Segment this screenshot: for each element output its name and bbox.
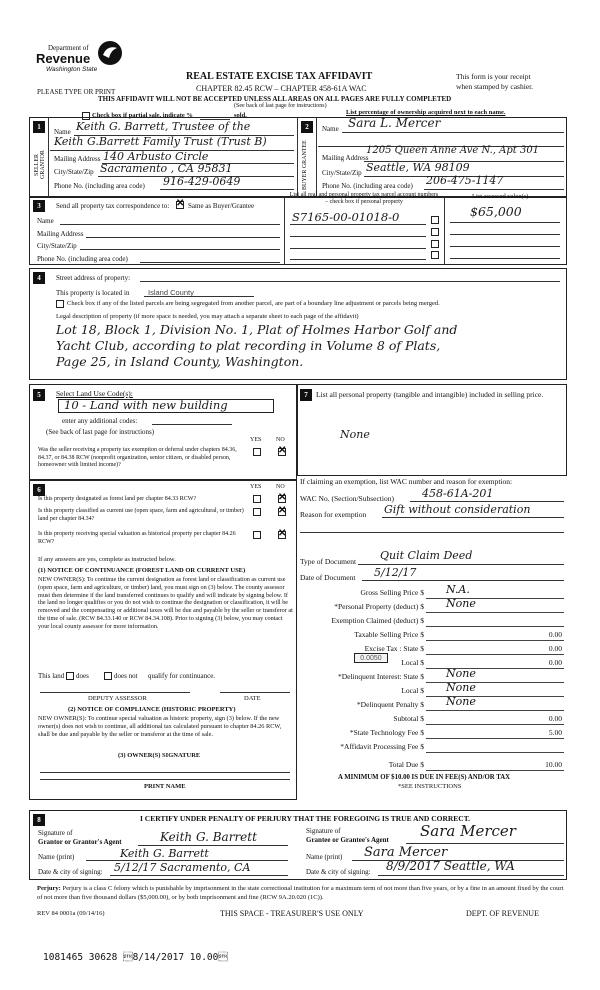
section-1-badge: 1: [33, 121, 45, 133]
forest-yes-checkbox[interactable]: [253, 495, 261, 503]
s5-no-checkbox[interactable]: [278, 448, 286, 456]
fee-label: *Personal Property (deduct) $: [334, 602, 424, 611]
exemption-question: Was the seller receiving a property tax exemption or deferral under chapters 84.36, 84.37, or 84.38 RCW (nonprofit organization, senior citizen, or disabled person, homeowner with limited income)?: [38, 447, 237, 468]
fee-line[interactable]: [426, 612, 564, 613]
legal-desc-line3[interactable]: Page 25, in Island County, Washington.: [56, 354, 304, 369]
reason-value[interactable]: Gift without consideration: [384, 503, 531, 516]
located-in-line: [144, 296, 254, 297]
seller-phone-line: [160, 189, 294, 190]
historic-question: Is this property receiving special valuation as historical property per chapter 84.26 RCW?: [38, 531, 236, 545]
fee-value[interactable]: 0.00: [548, 658, 562, 667]
form-chapter: CHAPTER 82.45 RCW – CHAPTER 458-61A WAC: [196, 84, 367, 93]
land-use-value[interactable]: 10 - Land with new building: [64, 398, 228, 412]
grantor-date-line: [110, 875, 288, 876]
buyer-side-divider: [316, 117, 317, 197]
grantor-sig-line: [138, 845, 288, 846]
sold-label: sold.: [234, 112, 247, 119]
fee-handwritten[interactable]: None: [446, 695, 476, 708]
fee-line[interactable]: [426, 654, 564, 655]
fee-line[interactable]: [426, 770, 564, 771]
grantee-agent-label: Grantee or Grantee's Agent: [306, 836, 389, 844]
corr-phone-line[interactable]: [140, 262, 280, 263]
corr-city-line[interactable]: [80, 249, 280, 250]
certify-statement: I CERTIFY UNDER PENALTY OF PERJURY THAT THE FOREGOING IS TRUE AND CORRECT.: [140, 814, 471, 823]
s5-yes-header: YES: [250, 437, 262, 443]
logo-state: Washington State: [46, 66, 98, 73]
additional-codes-line[interactable]: [152, 424, 232, 425]
fee-line[interactable]: [426, 752, 564, 753]
buyer-phone-line: [424, 189, 564, 190]
fee-line[interactable]: [426, 724, 564, 725]
section-6-badge: 6: [33, 484, 45, 496]
perjury-bold: Perjury:: [37, 885, 61, 892]
perjury-statement: [37, 884, 567, 902]
logo-dept-line: Department of: [48, 44, 89, 52]
grantee-name-label: Name (print): [306, 853, 343, 861]
section-4-badge: 4: [33, 272, 45, 284]
assessed-header: List assessed value(s): [472, 193, 529, 200]
reason-label: Reason for exemption: [300, 510, 367, 519]
fee-label: *Affidavit Processing Fee $: [340, 742, 424, 751]
fee-row: [296, 728, 564, 740]
owner-signature-label: (3) OWNER(S) SIGNATURE: [118, 752, 201, 759]
buyer-name-line: [342, 132, 564, 133]
grantor-name[interactable]: Keith G. Barrett: [120, 847, 209, 860]
fee-row: [296, 597, 564, 614]
land-use-label: Select Land Use Code(s):: [56, 389, 133, 398]
notice-continuance-title: (1) NOTICE OF CONTINUANCE (FOREST LAND OR CURRENT USE): [38, 567, 246, 574]
parcel-line-3[interactable]: [290, 248, 426, 249]
not-accepted-note: THIS AFFIDAVIT WILL NOT BE ACCEPTED UNLESS ALL AREAS ON ALL PAGES ARE FULLY COMPLETED: [98, 95, 452, 103]
grantee-date-city-label: Date & city of signing:: [306, 868, 371, 876]
buyer-name[interactable]: Sara L. Mercer: [348, 116, 441, 130]
fee-handwritten[interactable]: None: [446, 681, 476, 694]
fee-line[interactable]: [426, 738, 564, 739]
fee-label: Total Due $: [388, 760, 424, 769]
treasurer-use: THIS SPACE - TREASURER'S USE ONLY: [220, 909, 364, 918]
fee-row: [296, 644, 564, 656]
seller-buyer-divider: [297, 117, 298, 197]
current-use-question: Is this property classified as current use (open space, farm and agricultural, or timber) land per chapter 84.34?: [38, 508, 244, 522]
fee-label: *Delinquent Penalty $: [356, 700, 424, 709]
fee-label: *Delinquent Interest: State $: [337, 672, 424, 681]
does-label: does: [76, 672, 89, 680]
land-use-see-back: (See back of last page for instructions): [46, 428, 155, 436]
fee-label: Subtotal $: [393, 714, 424, 723]
section-3-divider-2: [444, 197, 445, 265]
doc-type-label: Type of Document: [300, 557, 357, 566]
notice-compliance-title: (2) NOTICE OF COMPLIANCE (HISTORIC PROPERTY): [68, 706, 236, 713]
fee-handwritten[interactable]: None: [446, 597, 476, 610]
corr-city-label: City/State/Zip: [37, 242, 77, 250]
fee-value[interactable]: 0.00: [548, 644, 562, 653]
corr-name-label: Name: [37, 217, 54, 225]
dept-revenue: DEPT. OF REVENUE: [466, 909, 539, 918]
deputy-assessor-line[interactable]: [40, 692, 190, 693]
does-not-checkbox[interactable]: [104, 672, 112, 680]
fee-handwritten[interactable]: N.A.: [446, 583, 470, 596]
local-rate-box[interactable]: 0.0050: [354, 653, 388, 663]
seller-name-line1[interactable]: Keith G. Barrett, Trustee of the: [76, 120, 251, 133]
corr-mailing-label: Mailing Address: [37, 230, 84, 238]
grantor-agent-label: Grantor or Grantor's Agent: [38, 838, 122, 846]
fee-row: [296, 714, 564, 726]
fee-line[interactable]: [426, 640, 564, 641]
parcel-line-2[interactable]: [290, 236, 426, 237]
grantor-date-city-label: Date & city of signing:: [38, 868, 103, 876]
does-not-label: does not: [114, 672, 138, 680]
corr-name-line[interactable]: [60, 224, 280, 225]
owner-signature-line[interactable]: [40, 772, 290, 773]
seller-side-divider: [48, 117, 49, 197]
street-address-label: Street address of property:: [56, 274, 131, 282]
buyer-phone[interactable]: 206-475-1147: [426, 174, 504, 187]
fee-row: [296, 667, 564, 684]
current-use-no-checkbox[interactable]: [278, 508, 286, 516]
seller-phone[interactable]: 916-429-0649: [163, 175, 241, 188]
assessed-line-3[interactable]: [450, 246, 560, 247]
buyer-name-label: Name: [322, 125, 339, 133]
fee-value[interactable]: 5.00: [548, 728, 562, 737]
buyer-city-label: City/State/Zip: [322, 169, 362, 177]
buyer-phone-label: Phone No. (including area code): [322, 182, 413, 190]
seller-side-label: SELLER GRANTOR: [34, 150, 46, 180]
same-as-buyer-label: Same as Buyer/Grantee: [188, 202, 255, 210]
grantor-date-city[interactable]: 5/12/17 Sacramento, CA: [114, 861, 251, 874]
seller-city[interactable]: Sacramento , CA 95831: [100, 162, 233, 175]
grantee-name[interactable]: Sara Mercer: [364, 845, 448, 860]
receipt-note-1: This form is your receipt: [456, 72, 531, 81]
seller-name-label: Name: [54, 128, 71, 136]
grantor-signature[interactable]: Keith G. Barrett: [160, 830, 257, 844]
form-number: REV 84 0001a (09/14/16): [37, 910, 105, 917]
seller-phone-label: Phone No. (including area code): [54, 182, 145, 190]
section-7-badge: 7: [300, 389, 312, 401]
parcel-personal-checkbox-4[interactable]: [431, 251, 439, 259]
fee-label: *State Technology Fee $: [349, 728, 424, 737]
minimum-due-note: A MINIMUM OF $10.00 IS DUE IN FEE(S) AND/OR TAX: [338, 774, 511, 781]
fee-value[interactable]: 10.00: [545, 760, 562, 769]
section-5-badge: 5: [33, 389, 45, 401]
assessed-line-4[interactable]: [450, 258, 560, 259]
wac-value[interactable]: 458-61A-201: [422, 487, 494, 500]
print-name-label: PRINT NAME: [144, 783, 186, 790]
qualify-label: qualify for continuance.: [148, 672, 216, 680]
deputy-date-line[interactable]: [220, 692, 290, 693]
deputy-assessor-label: DEPUTY ASSESSOR: [88, 695, 147, 702]
fee-label: Local $: [401, 686, 424, 695]
fee-row: [296, 760, 564, 772]
current-use-yes-checkbox[interactable]: [253, 508, 261, 516]
corr-phone-label: Phone No. (including area code): [37, 255, 128, 263]
grantee-sig-line: [406, 843, 564, 844]
grantee-date-city[interactable]: 8/9/2017 Seattle, WA: [386, 859, 515, 873]
doc-date-line: [362, 580, 564, 581]
doc-type-value[interactable]: Quit Claim Deed: [380, 549, 473, 562]
grantor-sig-label: Signature of: [38, 829, 73, 837]
send-correspondence-label: Send all property tax correspondence to:: [56, 202, 170, 210]
parcel-header: List all real and personal property tax parcel account numbers – check box if personal property: [289, 192, 439, 205]
historic-yes-checkbox[interactable]: [253, 531, 261, 539]
buyer-side-label: BUYER GRANTEE: [302, 140, 308, 190]
additional-codes-label: enter any additional codes:: [62, 417, 138, 425]
parcel-line-4[interactable]: [290, 259, 426, 260]
fee-label: Gross Selling Price $: [360, 588, 424, 597]
revenue-logo-icon: [97, 40, 123, 66]
forest-no-checkbox[interactable]: [278, 495, 286, 503]
legal-desc-line2[interactable]: Yacht Club, according to plat recording in Volume 8 of Plats,: [56, 338, 441, 353]
fee-line[interactable]: [426, 710, 564, 711]
parcel-number[interactable]: S7165-00-01018-0: [292, 210, 400, 224]
cashier-stamp: 1081465 30628 8/14/2017 10.00: [43, 952, 228, 963]
see-instructions-note: *SEE INSTRUCTIONS: [398, 783, 462, 790]
segregated-checkbox[interactable]: [56, 300, 64, 308]
this-land-label: This land: [38, 672, 65, 680]
seller-city-label: City/State/Zip: [54, 168, 94, 176]
fee-label: Taxable Selling Price $: [354, 630, 424, 639]
grantor-name-label: Name (print): [38, 853, 75, 861]
s6-yes-header: YES: [250, 484, 262, 490]
seller-mailing[interactable]: 140 Arbusto Circle: [103, 150, 209, 163]
fee-label: Excise Tax : State $: [364, 644, 424, 653]
wac-line: [410, 501, 564, 502]
assessed-line-2[interactable]: [450, 234, 560, 235]
buyer-mailing[interactable]: 1205 Queen Anne Ave N., Apt 301: [366, 145, 540, 156]
parcel-personal-checkbox-3[interactable]: [431, 240, 439, 248]
partial-sale-label: Check box if partial sale, indicate %: [92, 112, 193, 119]
legal-desc-line1[interactable]: Lot 18, Block 1, Division No. 1, Plat of Holmes Harbor Golf and: [56, 322, 458, 337]
seller-mailing-label: Mailing Address: [54, 155, 101, 163]
see-back-note: (See back of last page for instructions): [234, 103, 327, 109]
section-2-badge: 2: [301, 121, 313, 133]
fee-handwritten[interactable]: None: [446, 667, 476, 680]
parcel-line-1: [290, 224, 426, 225]
fee-row: [296, 681, 564, 698]
located-in-label: This property is located in: [56, 289, 130, 297]
wac-label: WAC No. (Section/Subsection): [300, 494, 394, 503]
grantee-sig-label: Signature of: [306, 827, 341, 835]
located-in-value[interactable]: Island County: [148, 288, 194, 297]
assessed-value[interactable]: $65,000: [470, 204, 522, 219]
owner-signature-line-2[interactable]: [40, 779, 290, 780]
form-title: REAL ESTATE EXCISE TAX AFFIDAVIT: [186, 71, 373, 82]
same-as-buyer-checkbox[interactable]: [176, 201, 184, 209]
reason-line: [382, 517, 564, 518]
street-address-line[interactable]: [140, 281, 560, 282]
seller-name-line2[interactable]: Keith G.Barrett Family Trust (Trust B): [54, 135, 267, 148]
if-yes-note: If any answers are yes, complete as instructed below.: [38, 556, 176, 563]
parcel-personal-checkbox-2[interactable]: [431, 228, 439, 236]
legal-desc-label: Legal description of property (if more space is needed, you may attach a separate sheet to each page of the affidavit): [56, 313, 359, 320]
fee-value[interactable]: 0.00: [548, 630, 562, 639]
fee-label: Local $: [401, 658, 424, 667]
fee-row: [296, 695, 564, 712]
wac-intro: If claiming an exemption, list WAC number and reason for exemption:: [300, 477, 513, 486]
fee-row: [296, 616, 564, 628]
fee-row: [296, 630, 564, 642]
logo-revenue: Revenue: [36, 51, 91, 66]
please-type: PLEASE TYPE OR PRINT: [37, 88, 116, 96]
parcel-personal-checkbox-1[interactable]: [431, 216, 439, 224]
ownership-label: List percentage of ownership acquired next to each name.: [346, 109, 506, 116]
notice-compliance-body: NEW OWNER(S): To continue special valuation as historic property, sign (3) below. If the new owner(s) does not wish to continue, all additional tax calculated pursuant to chapter 84.26 RCW, shall be due and payable by the seller or transferor at the time of sale.: [38, 715, 282, 738]
fee-value[interactable]: 0.00: [548, 714, 562, 723]
section-3-divider: [284, 197, 285, 265]
doc-date-value[interactable]: 5/12/17: [374, 566, 417, 579]
forest-land-question: Is this property designated as forest land per chapter 84.33 RCW?: [38, 496, 197, 502]
personal-property-label: List all personal property (tangible and intangible) included in selling price.: [316, 390, 544, 399]
section-3-badge: 3: [33, 200, 45, 212]
s5-no-header: NO: [276, 437, 285, 443]
buyer-mailing-label: Mailing Address: [322, 154, 369, 162]
notice-continuance-body: NEW OWNER(S): To continue the current designation as forest land or classification as current use (open space, farm and agriculture, or timber) land, you must sign on (3) below. The county assessor must then determine if the land transferred continues to qualify and will indicate by signing below. If the land no longer qualifies or you do not wish to continue the designation or classification, it will be removed and the compensating or additional taxes will be due and payable by the seller or transferor at the time of sale. (RCW 84.33.140 or RCW 84.34.108). Prior to signing (3) below, you may contact your local county assessor for more information.: [38, 576, 293, 630]
does-checkbox[interactable]: [66, 672, 74, 680]
fee-line[interactable]: [426, 626, 564, 627]
personal-property-value[interactable]: None: [340, 428, 370, 441]
historic-no-checkbox[interactable]: [278, 531, 286, 539]
corr-mailing-line[interactable]: [86, 237, 280, 238]
fee-row: [296, 658, 564, 670]
receipt-note-2: when stamped by cashier.: [456, 82, 534, 91]
fee-row: [296, 742, 564, 754]
grantee-signature[interactable]: Sara Mercer: [420, 822, 516, 840]
s6-no-header: NO: [276, 484, 285, 490]
buyer-city[interactable]: Seattle, WA 98109: [366, 161, 470, 174]
deputy-date-label: DATE: [244, 695, 261, 702]
fee-label: Exemption Claimed (deduct) $: [331, 616, 424, 625]
section-8-badge: 8: [33, 814, 45, 826]
s5-yes-checkbox[interactable]: [253, 448, 261, 456]
segregated-label: Check box if any of the listed parcels are being segregated from another parcel, are part of a boundary line adjustment or parcels being merged.: [67, 300, 440, 307]
grantee-date-line: [378, 875, 564, 876]
fee-row: [296, 583, 564, 600]
doc-type-line: [358, 564, 564, 565]
assessed-line-1: [450, 222, 560, 223]
reason-line-2[interactable]: [300, 532, 564, 533]
perjury-text: Perjury is a class C felony which is punishable by imprisonment in the state correctional institution for a maximum term of not more than five years, or by a fine in an amount fixed by the court of not more than five thousand dollars ($5,000.00), or by both imprisonment and fine (RCW 9A.20.020 (1C)).: [37, 885, 564, 901]
doc-date-label: Date of Document: [300, 573, 356, 582]
